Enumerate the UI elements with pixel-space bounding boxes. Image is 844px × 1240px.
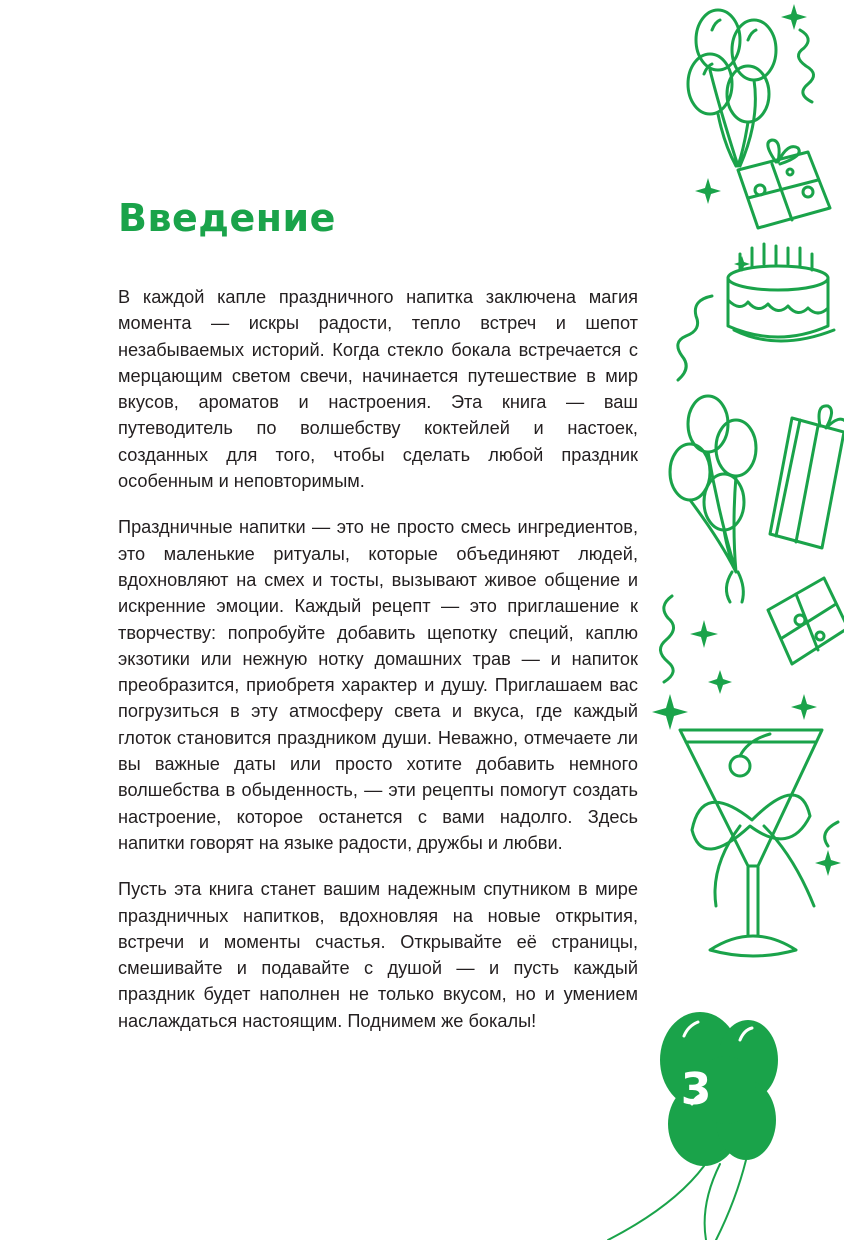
balloons-icon [688, 10, 776, 166]
birthday-cake-icon [728, 244, 834, 341]
paragraph: Пусть эта книга станет вашим надежным спутником в мире праздничных напитков, вдохновляя на новые открытия, встречи и моменты счастья. Открывайте её страницы, смешивайте и подавайте с душой — и пусть каждый праздник будет наполнен не только вкусом, но и умением наслаждаться настоящим. Поднимем же бокалы! [118, 879, 638, 1031]
gift-box-icon [770, 406, 844, 548]
gift-box-icon [738, 140, 830, 228]
page-number: 3 [680, 1064, 712, 1115]
cocktail-glass-icon [680, 730, 838, 956]
paragraph: В каждой капле праздничного напитка заключена магия момента — искры радости, тепло встреч и шепот незабываемых историй. Когда стекло бокала встречается с мерцающим светом свечи, начинается путешествие в мир вкусов, ароматов и настроения. Эта книга — ваш путеводитель по волшебству коктейлей и настоек, созданных для того, чтобы сделать любой праздник особенным и неповторимым. [118, 287, 638, 492]
balloons-icon [670, 396, 756, 602]
body-text [118, 284, 638, 1054]
streamer-icon [678, 296, 712, 380]
paragraph: Праздничные напитки — это не просто смесь ингредиентов, это маленькие ритуалы, которые объединяют людей, вдохновляют на смех и тосты, вызывают живое общение и искренние эмоции. Каждый рецепт — это приглашение к творчеству: попробуйте добавить щепотку специй, каплю экзотики или нежную нотку домашних трав — и напиток преобразится, приобретя характер и душу. Приглашаем вас погрузиться в эту атмосферу света и вкуса, где каждый глоток становится праздником души. Неважно, отмечаете ли вы важные даты или просто хотите добавить немного волшебства в обыденность, — эти рецепты помогут создать настроение, которое останется с вами надолго. Здесь напитки говорят на языке радости, дружбы и любви. [118, 517, 638, 853]
streamer-icon [798, 30, 813, 102]
gift-box-icon [768, 578, 844, 664]
streamer-icon [660, 596, 673, 682]
page-title: Введение [118, 196, 336, 240]
